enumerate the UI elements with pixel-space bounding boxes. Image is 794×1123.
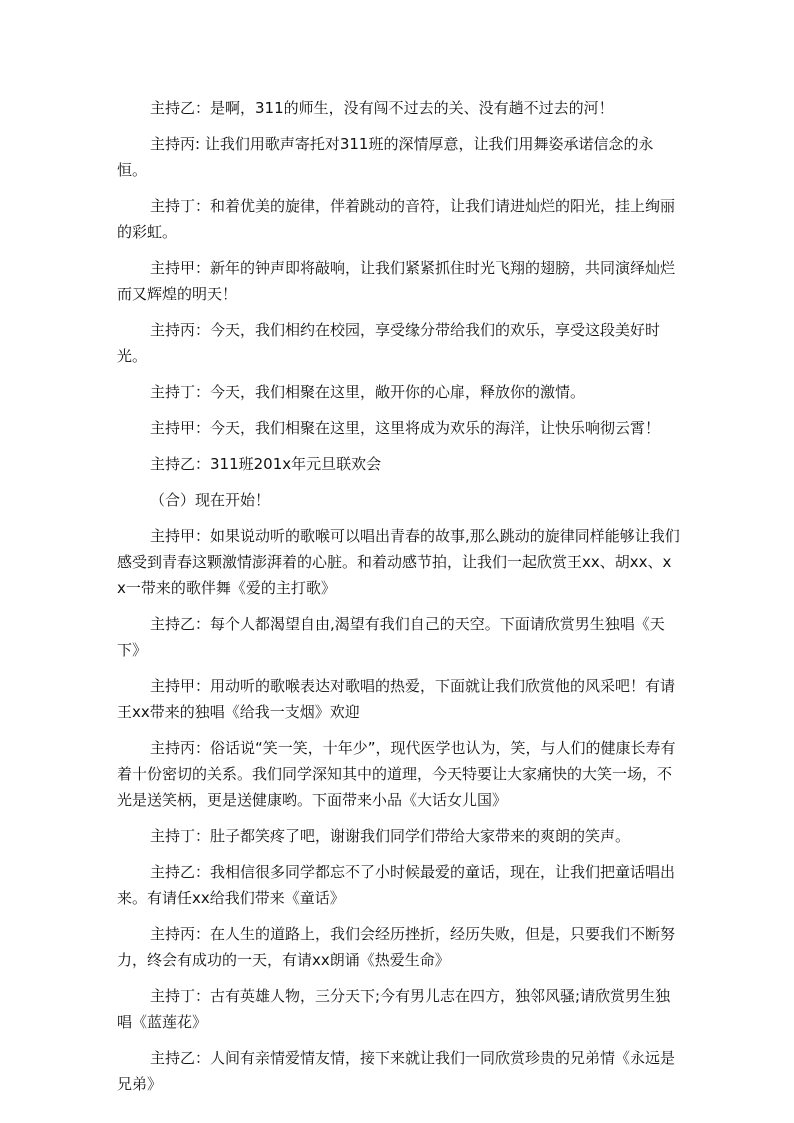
paragraph: 主持乙：每个人都渴望自由,渴望有我们自己的天空。下面请欣赏男生独唱《天下》: [117, 615, 665, 659]
paragraph: （合）现在开始！: [150, 491, 271, 509]
paragraph: 主持丙：俗话说“笑一笑，十年少”，现代医学也认为，笑，与人们的健康长寿有着十份密切的关系。我们同学深知其中的道理，今天特要让大家痛快的大笑一场，不光是送笑柄，更是送健康哟。下面带来小品《大话女儿国》: [117, 739, 676, 809]
paragraph: 主持丁：肚子都笑疼了吧，谢谢我们同学们带给大家带来的爽朗的笑声。: [150, 827, 631, 845]
paragraph: 主持丙: 让我们用歌声寄托对311班的深情厚意，让我们用舞姿承诺信念的永恒。: [117, 135, 654, 179]
paragraph: 主持乙：是啊，311的师生，没有闯不过去的关、没有趟不过去的河！: [150, 99, 614, 117]
document-body: [117, 95, 680, 1107]
paragraph: 主持甲：如果说动听的歌喉可以唱出青春的故事,那么跳动的旋律同样能够让我们感受到青春这颗激情澎湃着的心脏。和着动感节拍，让我们一起欣赏王xx、胡xx、xx一带来的歌伴舞《爱的主打歌》: [117, 527, 680, 597]
paragraph: 主持丁：和着优美的旋律，伴着跳动的音符，让我们请进灿烂的阳光，挂上绚丽的彩虹。: [117, 197, 676, 241]
paragraph: 主持乙：我相信很多同学都忘不了小时候最爱的童话，现在，让我们把童话唱出来。有请任xx给我们带来《童话》: [117, 863, 676, 907]
paragraph: 主持丙：在人生的道路上，我们会经历挫折，经历失败，但是，只要我们不断努力，终会有成功的一天，有请xx朗诵《热爱生命》: [117, 925, 676, 969]
paragraph: 主持乙：人间有亲情爱情友情，接下来就让我们一同欣赏珍贵的兄弟情《永远是兄弟》: [117, 1049, 676, 1093]
paragraph: 主持甲：今天，我们相聚在这里，这里将成为欢乐的海洋，让快乐响彻云霄！: [150, 419, 661, 437]
paragraph: 主持乙：311班201x年元旦联欢会: [150, 455, 382, 473]
paragraph: 主持甲：用动听的歌喉表达对歌唱的热爱，下面就让我们欣赏他的风采吧！有请王xx带来的独唱《给我一支烟》欢迎: [117, 677, 676, 721]
paragraph: 主持丁：古有英雄人物，三分天下;今有男儿志在四方，独邻风骚;请欣赏男生独唱《蓝莲花》: [117, 987, 671, 1031]
paragraph: 主持甲：新年的钟声即将敲响，让我们紧紧抓住时光飞翔的翅膀，共同演绎灿烂而又辉煌的明天！: [117, 259, 676, 303]
paragraph: 主持丙：今天，我们相约在校园，享受缘分带给我们的欢乐，享受这段美好时光。: [117, 321, 661, 365]
paragraph: 主持丁：今天，我们相聚在这里，敞开你的心扉，释放你的激情。: [150, 383, 586, 401]
